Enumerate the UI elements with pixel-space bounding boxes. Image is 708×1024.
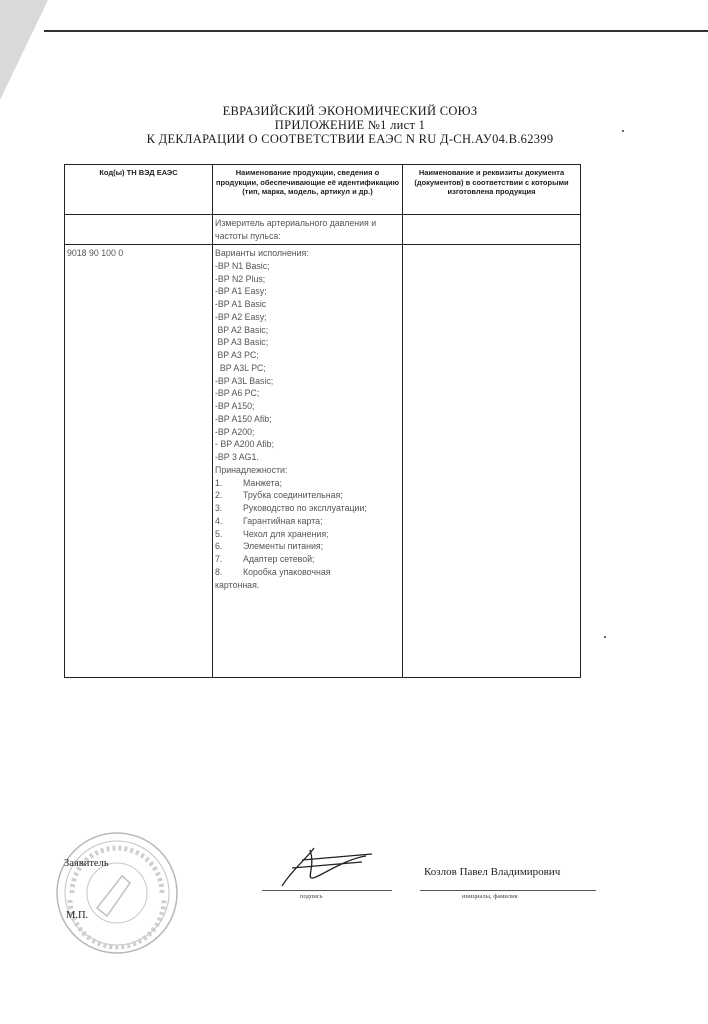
accessory-item [215, 515, 400, 528]
signature-line [262, 890, 392, 891]
company-stamp [52, 828, 182, 958]
accessories-list [215, 477, 400, 579]
header-union: ЕВРАЗИЙСКИЙ ЭКОНОМИЧЕСКИЙ СОЮЗ [222, 104, 478, 118]
documents-cell [403, 245, 581, 678]
variants-list [215, 260, 400, 464]
table-header-row [65, 165, 581, 215]
declaration-table [64, 164, 581, 678]
accessory-number: 7. [215, 554, 223, 564]
variant-item: -BP N1 Basic; [215, 260, 270, 271]
documents-cell-empty [403, 215, 581, 245]
header-appendix: ПРИЛОЖЕНИЕ №1 лист 1 [274, 118, 426, 132]
accessory-text: Руководство по эксплуатации; [243, 503, 367, 513]
accessory-text: Адаптер сетевой; [243, 554, 315, 564]
name-line [420, 890, 596, 891]
variant-item: -BP 3 AG1. [215, 452, 259, 462]
variant-item: BP A3 Basic; [215, 337, 269, 348]
accessory-number: 5. [215, 528, 223, 539]
accessory-item [215, 502, 400, 515]
accessory-text: Гарантийная карта; [243, 515, 323, 526]
handwritten-signature [262, 840, 392, 892]
applicant-label: Заявитель [64, 858, 109, 869]
code-cell-empty [65, 215, 213, 245]
scan-speck [604, 636, 606, 638]
accessory-item [215, 553, 400, 566]
accessory-text: Манжета; [243, 477, 282, 488]
accessory-item [215, 477, 400, 490]
variant-item: BP A2 Basic; [215, 324, 269, 335]
variant-item: -BP A200; [215, 426, 255, 437]
table-row [65, 245, 581, 678]
scan-corner-fold [0, 0, 48, 100]
variants-block [213, 245, 402, 593]
top-rule [44, 30, 708, 32]
variant-item: - BP A200 Afib; [215, 439, 275, 450]
variant-item: -BP A150 Afib; [215, 413, 272, 424]
variant-item: -BP A3L Basic; [215, 375, 274, 386]
variant-item: -BP A1 Basic [215, 299, 267, 309]
code-cell [65, 245, 213, 678]
variant-item: -BP A2 Easy; [215, 311, 267, 322]
accessory-text: Элементы питания; [243, 541, 324, 552]
accessory-item [215, 540, 400, 553]
accessory-text: Чехол для хранения; [243, 528, 329, 539]
header-declaration: К ДЕКЛАРАЦИИ О СООТВЕТСТВИИ ЕАЭС N RU Д-CH.АУ04.В.62399 [146, 132, 554, 146]
variant-item: -BP A1 Easy; [215, 286, 267, 297]
accessory-text: Коробка упаковочная [243, 566, 331, 577]
accessory-item [215, 489, 400, 502]
accessory-number: 8. [215, 566, 223, 577]
column-header-product: Наименование продукции, сведения о продукции, обеспечивающие её идентификацию (тип, марка, модель, артикул и др.) [213, 165, 403, 215]
accessories-tail: картонная. [215, 579, 260, 590]
hs-code: 9018 90 100 0 [67, 248, 124, 258]
name-caption: инициалы, фамилия [462, 893, 518, 900]
variants-cell [213, 245, 403, 678]
accessory-text: Трубка соединительная; [243, 490, 343, 501]
accessory-number: 6. [215, 541, 223, 552]
accessory-number: 2. [215, 490, 223, 501]
variant-item: BP A3 PC; [215, 350, 259, 360]
accessory-number: 4. [215, 515, 223, 526]
accessory-number: 3. [215, 503, 223, 513]
variant-item: -BP A150; [215, 401, 255, 411]
accessories-title: Принадлежности: [215, 464, 288, 475]
column-header-documents: Наименование и реквизиты документа (документов) в соответствии с которыми изготовлена продукция [403, 165, 581, 215]
table-row [65, 215, 581, 245]
signature-caption: подпись [300, 893, 323, 900]
variant-item: BP A3L PC; [215, 362, 266, 373]
stamp-place-label: М.П. [66, 910, 89, 921]
variant-item: -BP N2 Plus; [215, 273, 266, 284]
variant-item: -BP A6 PC; [215, 388, 260, 399]
signer-name: Козлов Павел Владимирович [424, 866, 561, 878]
accessory-item [215, 528, 400, 541]
accessory-item [215, 566, 400, 579]
document-header [100, 104, 600, 146]
accessory-number: 1. [215, 477, 223, 488]
variants-title: Варианты исполнения: [215, 248, 309, 258]
product-name-cell [213, 215, 403, 245]
product-name: Измеритель артериального давления и частоты пульса: [215, 218, 377, 241]
column-header-code: Код(ы) ТН ВЭД ЕАЭС [65, 165, 213, 215]
scan-speck [622, 130, 624, 132]
